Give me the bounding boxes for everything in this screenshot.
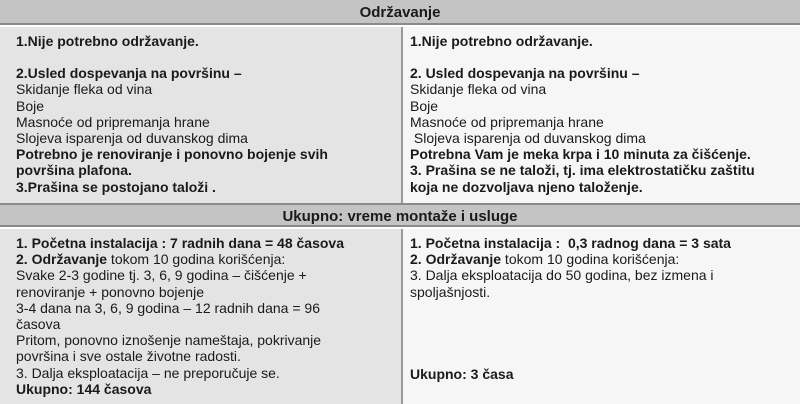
column-divider — [401, 229, 403, 404]
item-text: 3. Dalja eksploatacija do 50 godina, bez izmena i — [410, 267, 714, 284]
item-text: Potrebno je renoviranje i ponovno bojenje svih — [16, 146, 328, 163]
item-text: Skidanje fleka od vina — [410, 81, 547, 98]
item-text: 3.Prašina se postojano taloži . — [16, 178, 216, 195]
item-text — [410, 251, 792, 267]
column-divider — [401, 27, 403, 203]
item-text: spoljašnjosti. — [410, 283, 491, 300]
cell-maintenance-right — [402, 27, 800, 203]
item-text: Pritom, ponovno iznošenje nameštaja, pokrivanje — [16, 332, 322, 349]
item-text: renoviranje + ponovno bojenje — [16, 283, 204, 300]
item-text: 1.Nije potrebno održavanje. — [410, 33, 593, 49]
item-text: Svake 2-3 godine tj. 3, 6, 9 godina – čišćenje + — [16, 267, 307, 284]
item-number: 2. Održavanje — [410, 251, 502, 268]
item-text: 1. Početna instalacija : 7 radnih dana = 48 časova — [16, 235, 344, 251]
item-text: 1. Početna instalacija : 0,3 radnog dana = 3 sata — [410, 235, 731, 251]
cell-total-left — [0, 229, 402, 404]
item-text: tokom 10 godina korišćenja: — [107, 251, 286, 268]
item-text: 3. Dalja eksploatacija – ne preporučuje se. — [16, 364, 280, 381]
section-header-maintenance: Održavanje — [0, 0, 800, 25]
item-text: površina plafona. — [16, 162, 132, 179]
item-text: časova — [16, 316, 61, 333]
item-text — [16, 251, 394, 267]
item-text: Masnoće od pripremanja hrane — [410, 113, 604, 130]
total-text: Ukupno: 144 časova — [16, 380, 152, 397]
item-number: 2. Održavanje — [16, 251, 108, 268]
item-text: Slojeva isparenja od duvanskog dima — [410, 130, 646, 147]
item-text: 3. Prašina se ne taloži, tj. ima elektrostatičku zaštitu — [410, 162, 755, 179]
item-text: Potrebna Vam je meka krpa i 10 minuta za čišćenje. — [410, 146, 751, 163]
total-text: Ukupno: 3 časa — [410, 366, 514, 382]
item-text: Boje — [410, 97, 439, 114]
item-text: koja ne dozvoljava njeno taloženje. — [410, 178, 643, 195]
item-text: 2. Usled dospevanja na površinu – — [410, 65, 640, 82]
section-header-total: Ukupno: vreme montaže i usluge — [0, 203, 800, 227]
item-text: Skidanje fleka od vina — [16, 81, 153, 98]
item-text: Masnoće od pripremanja hrane — [16, 113, 210, 130]
item-text: 2.Usled dospevanja na površinu – — [16, 65, 242, 82]
item-text: površina i sve ostale životne radosti. — [16, 348, 241, 365]
cell-maintenance-left — [0, 27, 402, 203]
item-text: Slojeva isparenja od duvanskog dima — [16, 130, 248, 147]
item-text: 1.Nije potrebno održavanje. — [16, 33, 199, 49]
cell-total-right — [402, 229, 800, 404]
item-text: 3-4 dana na 3, 6, 9 godina – 12 radnih dana = 96 — [16, 299, 320, 316]
item-text: tokom 10 godina korišćenja: — [501, 251, 680, 268]
item-text: Boje — [16, 97, 45, 114]
